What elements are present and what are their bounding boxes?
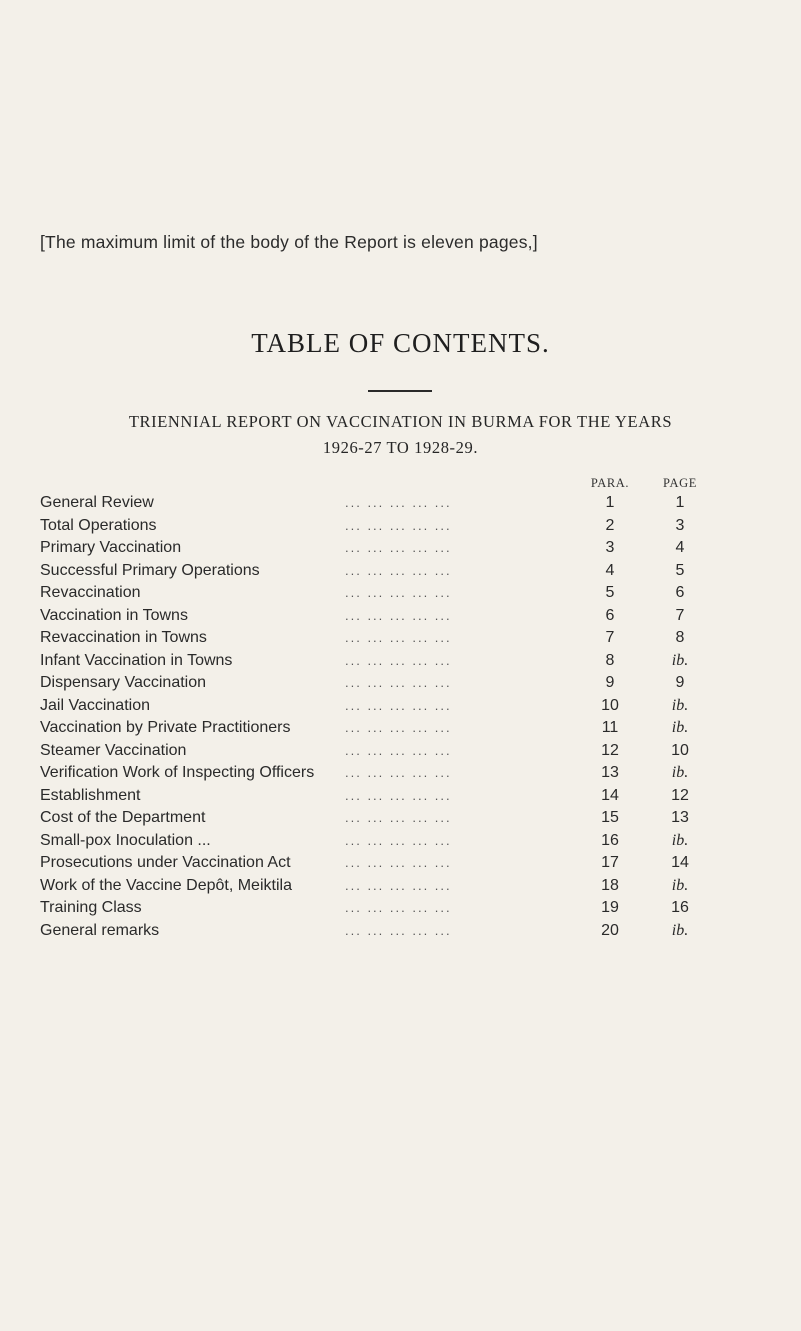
toc-entry-label: Establishment [40, 786, 141, 804]
dot-leader: ... ... ... ... ... [345, 585, 452, 600]
toc-entry-para: 20 [601, 921, 619, 939]
toc-entry-label: Jail Vaccination [40, 696, 150, 714]
toc-entry-label: General Review [40, 494, 154, 511]
toc-entry-para: 3 [605, 539, 615, 556]
toc-entry-para: 10 [601, 696, 619, 714]
toc-entry-page: 4 [675, 539, 685, 556]
toc-entry [40, 875, 760, 898]
toc-entry [40, 560, 760, 583]
toc-entry [40, 785, 760, 808]
toc-entry-para: 5 [605, 584, 615, 601]
toc-entry-label: Successful Primary Operations [40, 561, 260, 579]
toc-entry-page: ib. [671, 876, 689, 894]
report-limit-note: [The maximum limit of the body of the Report is eleven pages,] [40, 232, 538, 252]
dot-leader: ... ... ... ... ... [345, 900, 452, 915]
dot-leader: ... ... ... ... ... [345, 765, 452, 780]
page-column-header: PAGE [663, 476, 697, 490]
dot-leader: ... ... ... ... ... [345, 540, 452, 555]
toc-entry [40, 650, 760, 673]
toc-entry [40, 672, 760, 695]
toc-entry-label: Small-pox Inoculation ... [40, 831, 211, 849]
toc-entry-label: Revaccination in Towns [40, 629, 207, 646]
toc-entry-page: ib. [671, 651, 689, 669]
toc-entry-page: 10 [671, 741, 689, 759]
toc-entry [40, 492, 760, 515]
page-title: TABLE OF CONTENTS. [251, 328, 550, 358]
dot-leader: ... ... ... ... ... [345, 675, 452, 690]
toc-entry-label: Verification Work of Inspecting Officers [40, 764, 315, 781]
toc-entry [40, 627, 760, 650]
toc-entry-page: ib. [671, 696, 689, 714]
toc-entry-para: 8 [605, 651, 615, 669]
toc-entry-label: Work of the Vaccine Depôt, Meiktila [40, 876, 292, 894]
toc-entry-page: 1 [675, 494, 685, 511]
dot-leader: ... ... ... ... ... [345, 630, 452, 645]
toc-entry-label: Infant Vaccination in Towns [40, 651, 233, 669]
toc-entry-para: 7 [605, 629, 615, 646]
report-subtitle: TRIENNIAL REPORT ON VACCINATION IN BURMA FOR THE YEARS [128, 412, 673, 431]
toc-entry-page: ib. [671, 719, 689, 736]
toc-entry [40, 605, 760, 628]
toc-entry [40, 807, 760, 830]
toc-entry-para: 12 [601, 741, 619, 759]
dot-leader: ... ... ... ... ... [345, 697, 452, 713]
dot-leader: ... ... ... ... ... [345, 495, 452, 510]
dot-leader: ... ... ... ... ... [345, 742, 452, 758]
toc-entry-para: 1 [605, 494, 615, 511]
table-of-contents [40, 492, 760, 942]
toc-entry-label: General remarks [40, 921, 160, 939]
dot-leader: ... ... ... ... ... [345, 720, 452, 735]
toc-entry [40, 582, 760, 605]
toc-entry-page: 16 [671, 899, 689, 916]
toc-entry [40, 762, 760, 785]
toc-entry-label: Revaccination [40, 584, 141, 601]
toc-entry-page: 3 [675, 516, 685, 534]
toc-entry-para: 14 [601, 786, 619, 804]
toc-entry-page: 6 [675, 584, 685, 601]
toc-entry-label: Vaccination by Private Practitioners [40, 719, 291, 736]
toc-entry [40, 920, 760, 943]
toc-entry-page: 12 [671, 786, 689, 804]
toc-entry [40, 852, 760, 875]
toc-entry-para: 15 [601, 809, 619, 826]
toc-entry-label: Dispensary Vaccination [40, 674, 207, 691]
toc-entry-label: Cost of the Department [40, 809, 206, 826]
toc-entry-para: 6 [605, 606, 615, 624]
dot-leader: ... ... ... ... ... [345, 787, 452, 803]
dot-leader: ... ... ... ... ... [345, 922, 452, 938]
toc-entry [40, 897, 760, 920]
toc-entry [40, 537, 760, 560]
toc-entry-para: 13 [601, 764, 619, 781]
toc-entry [40, 740, 760, 763]
toc-entry-para: 16 [601, 831, 619, 849]
toc-entry [40, 717, 760, 740]
toc-entry [40, 830, 760, 853]
toc-entry-label: Primary Vaccination [40, 539, 182, 556]
report-years: 1926-27 TO 1928-29. [322, 438, 479, 457]
toc-entry-page: ib. [671, 921, 689, 939]
toc-entry-para: 18 [601, 876, 619, 894]
toc-entry-label: Training Class [40, 899, 142, 916]
toc-entry-page: ib. [671, 764, 689, 781]
toc-entry-para: 4 [605, 561, 615, 579]
dot-leader: ... ... ... ... ... [345, 517, 452, 533]
toc-entry-page: 7 [675, 606, 685, 624]
toc-entry-para: 11 [601, 719, 619, 736]
toc-entry-label: Steamer Vaccination [40, 741, 187, 759]
toc-entry [40, 515, 760, 538]
toc-entry [40, 695, 760, 718]
dot-leader: ... ... ... ... ... [345, 652, 452, 668]
toc-entry-page: 5 [675, 561, 685, 579]
toc-entry-page: 13 [671, 809, 689, 826]
toc-entry-para: 19 [601, 899, 619, 916]
title-divider [368, 390, 432, 392]
toc-entry-para: 17 [601, 854, 619, 871]
dot-leader: ... ... ... ... ... [345, 810, 452, 825]
dot-leader: ... ... ... ... ... [345, 832, 452, 848]
para-column-header: PARA. [590, 476, 630, 490]
toc-entry-page: 8 [675, 629, 685, 646]
toc-entry-page: ib. [671, 831, 689, 849]
toc-entry-para: 9 [605, 674, 615, 691]
toc-entry-label: Vaccination in Towns [40, 606, 188, 624]
dot-leader: ... ... ... ... ... [345, 562, 452, 578]
toc-entry-label: Total Operations [40, 516, 157, 534]
toc-entry-page: 9 [675, 674, 685, 691]
dot-leader: ... ... ... ... ... [345, 607, 452, 623]
toc-entry-para: 2 [605, 516, 615, 534]
toc-entry-page: 14 [671, 854, 689, 871]
toc-entry-label: Prosecutions under Vaccination Act [40, 854, 291, 871]
dot-leader: ... ... ... ... ... [345, 855, 452, 870]
dot-leader: ... ... ... ... ... [345, 877, 452, 893]
